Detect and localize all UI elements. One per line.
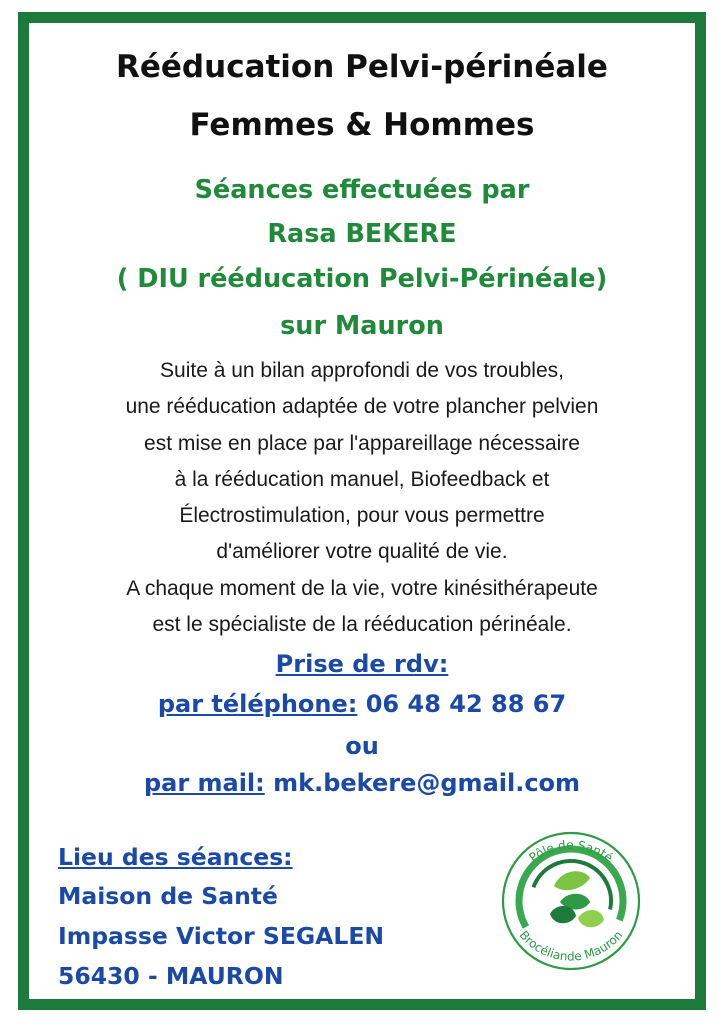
description-line: à la rééducation manuel, Biofeedback et — [174, 467, 550, 491]
or-separator: ou — [345, 732, 379, 760]
poster-title: Rééducation Pelvi-périnéale — [116, 49, 608, 85]
appointment-heading: Prise de rdv: — [275, 650, 449, 678]
description-line: une rééducation adaptée de votre plancher pelvien — [125, 395, 599, 419]
logo-text-bottom: Brocéliande Mauron — [516, 927, 626, 964]
email-label: par mail: — [143, 769, 265, 797]
venue-heading-text: Lieu des séances: — [58, 843, 293, 871]
logo-text-top: Pôle de Santé — [526, 837, 616, 865]
phone-line — [0, 686, 724, 722]
practitioner-location: sur Mauron — [280, 311, 444, 341]
description-line: Suite à un bilan approfondi de vos troubles, — [160, 359, 564, 382]
description-line: A chaque moment de la vie, votre kinésithérapeute — [126, 576, 598, 600]
description-paragraph — [0, 353, 724, 643]
poster-subtitle: Femmes & Hommes — [189, 107, 535, 143]
leaves-icon — [550, 871, 604, 927]
description-line: Électrostimulation, pour vous permettre — [179, 504, 545, 528]
sessions-intro: Séances effectuées par — [194, 175, 530, 205]
venue-city: 56430 - MAURON — [58, 962, 284, 990]
pole-sante-logo — [494, 806, 648, 988]
appointment-section — [0, 646, 724, 682]
email-line — [0, 765, 724, 801]
practitioner-name: Rasa BEKERE — [267, 219, 457, 249]
phone-label: par téléphone: — [157, 690, 358, 718]
venue-street: Impasse Victor SEGALEN — [58, 922, 385, 950]
description-line: est mise en place par l'appareillage nécessaire — [144, 431, 580, 455]
description-line: est le spécialiste de la rééducation périnéale. — [152, 613, 572, 637]
phone-number[interactable]: 06 48 42 88 67 — [365, 690, 567, 718]
description-line: d'améliorer votre qualité de vie. — [216, 540, 508, 564]
venue-name: Maison de Santé — [58, 882, 278, 910]
venue-heading — [58, 837, 293, 877]
practitioner-qualification: ( DIU rééducation Pelvi-Périnéale) — [116, 264, 608, 294]
email-address[interactable]: mk.bekere@gmail.com — [273, 769, 581, 797]
